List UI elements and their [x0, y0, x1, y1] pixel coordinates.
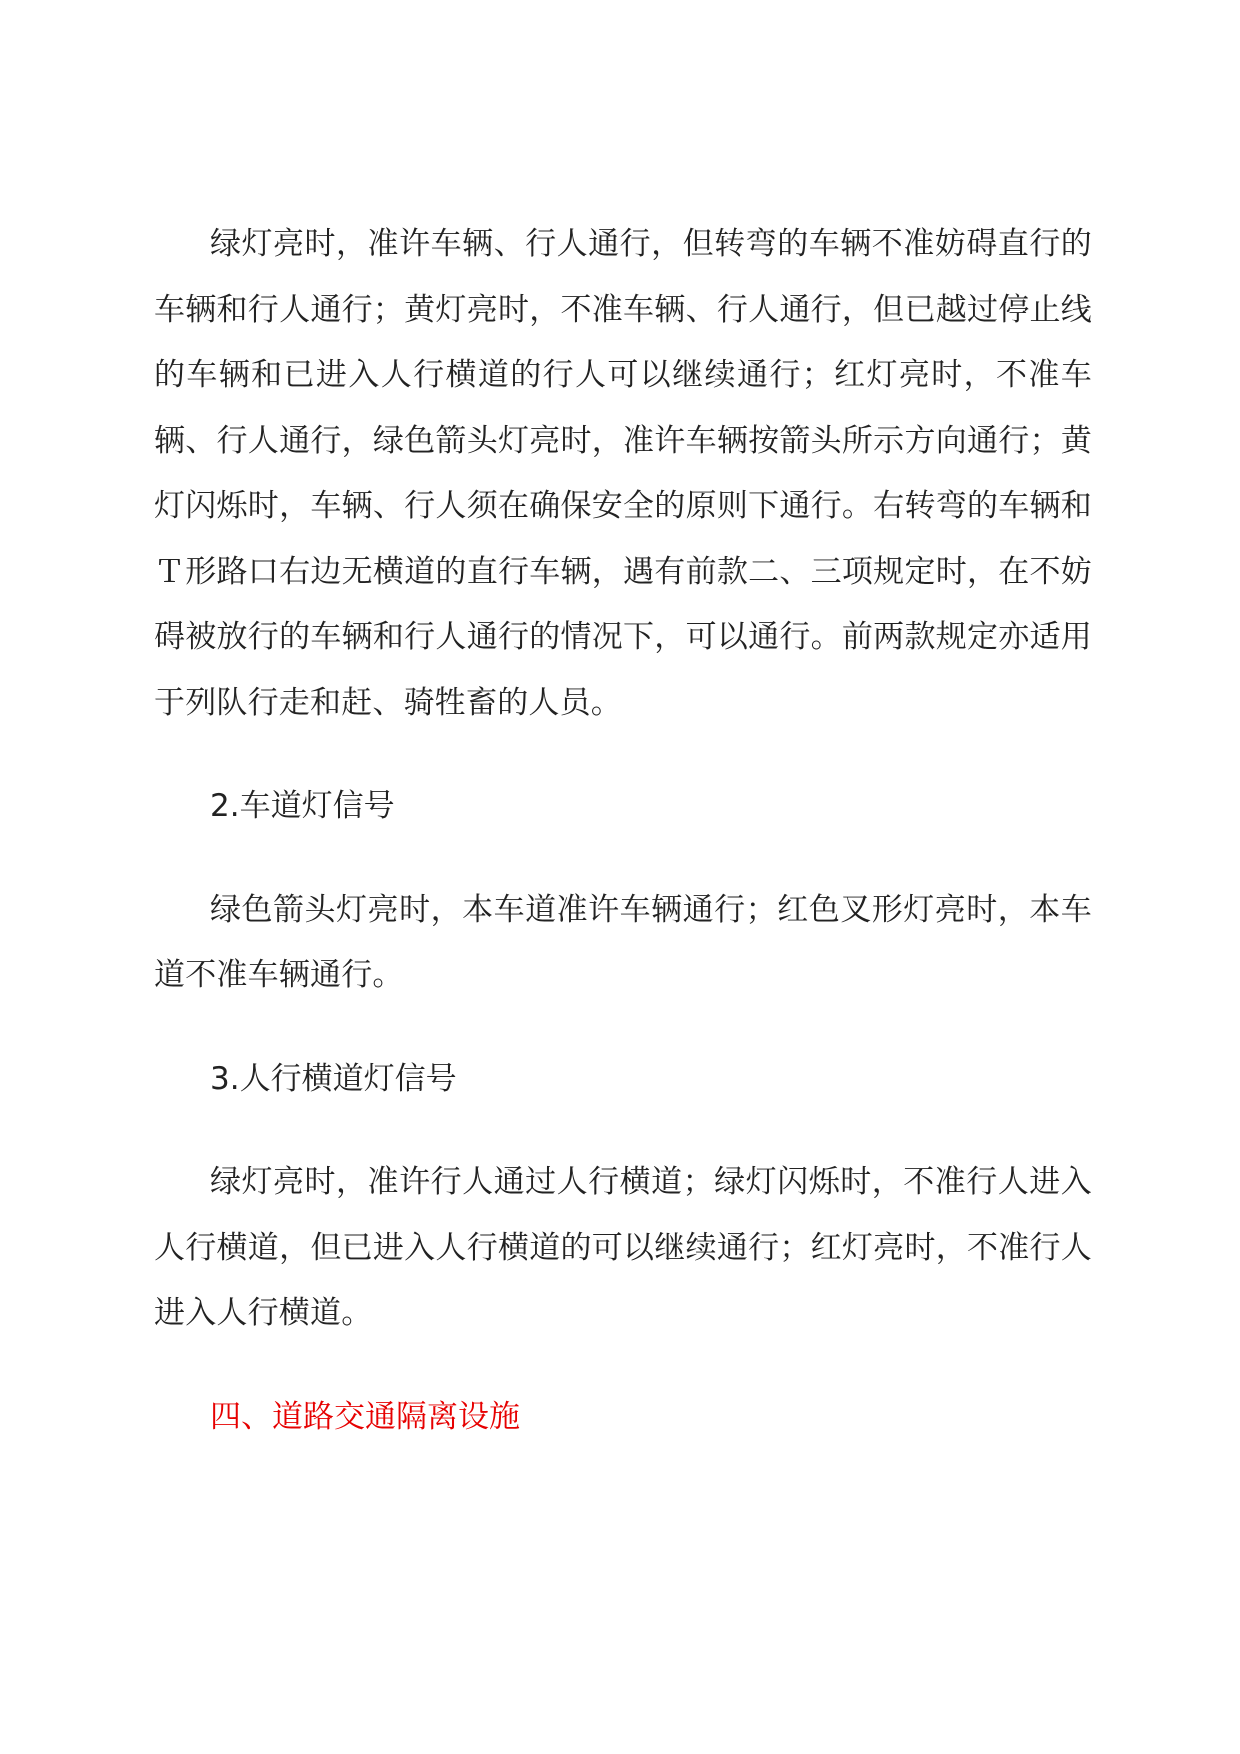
document-page — [154, 212, 1092, 1450]
paragraph-crosswalk-signal-rules: 绿灯亮时，准许行人通过人行横道；绿灯闪烁时，不准行人进入人行横道，但已进入人行横道的可以继续通行；红灯亮时，不准行人进入人行横道。 — [154, 1164, 1092, 1331]
paragraph-lane-signal-rules: 绿色箭头灯亮时，本车道准许车辆通行；红色叉形灯亮时，本车道不准车辆通行。 — [154, 891, 1092, 993]
paragraph-traffic-light-rules: 绿灯亮时，准许车辆、行人通行，但转弯的车辆不准妨碍直行的车辆和行人通行；黄灯亮时，不准车辆、行人通行，但已越过停止线的车辆和已进入人行横道的行人可以继续通行；红灯亮时，不准车辆、行人通行，绿色箭头灯亮时，准许车辆按箭头所示方向通行；黄灯闪烁时，车辆、行人须在确保安全的原则下通行。右转弯的车辆和Ｔ形路口右边无横道的直行车辆，遇有前款二、三项规定时，在不妨碍被放行的车辆和行人通行的情况下，可以通行。前两款规定亦适用于列队行走和赶、骑牲畜的人员。 — [154, 226, 1092, 721]
heading-crosswalk-signal: 3.人行横道灯信号 — [210, 1060, 457, 1097]
heading-section-four: 四、道路交通隔离设施 — [210, 1398, 520, 1435]
heading-lane-signal: 2.车道灯信号 — [210, 788, 395, 824]
